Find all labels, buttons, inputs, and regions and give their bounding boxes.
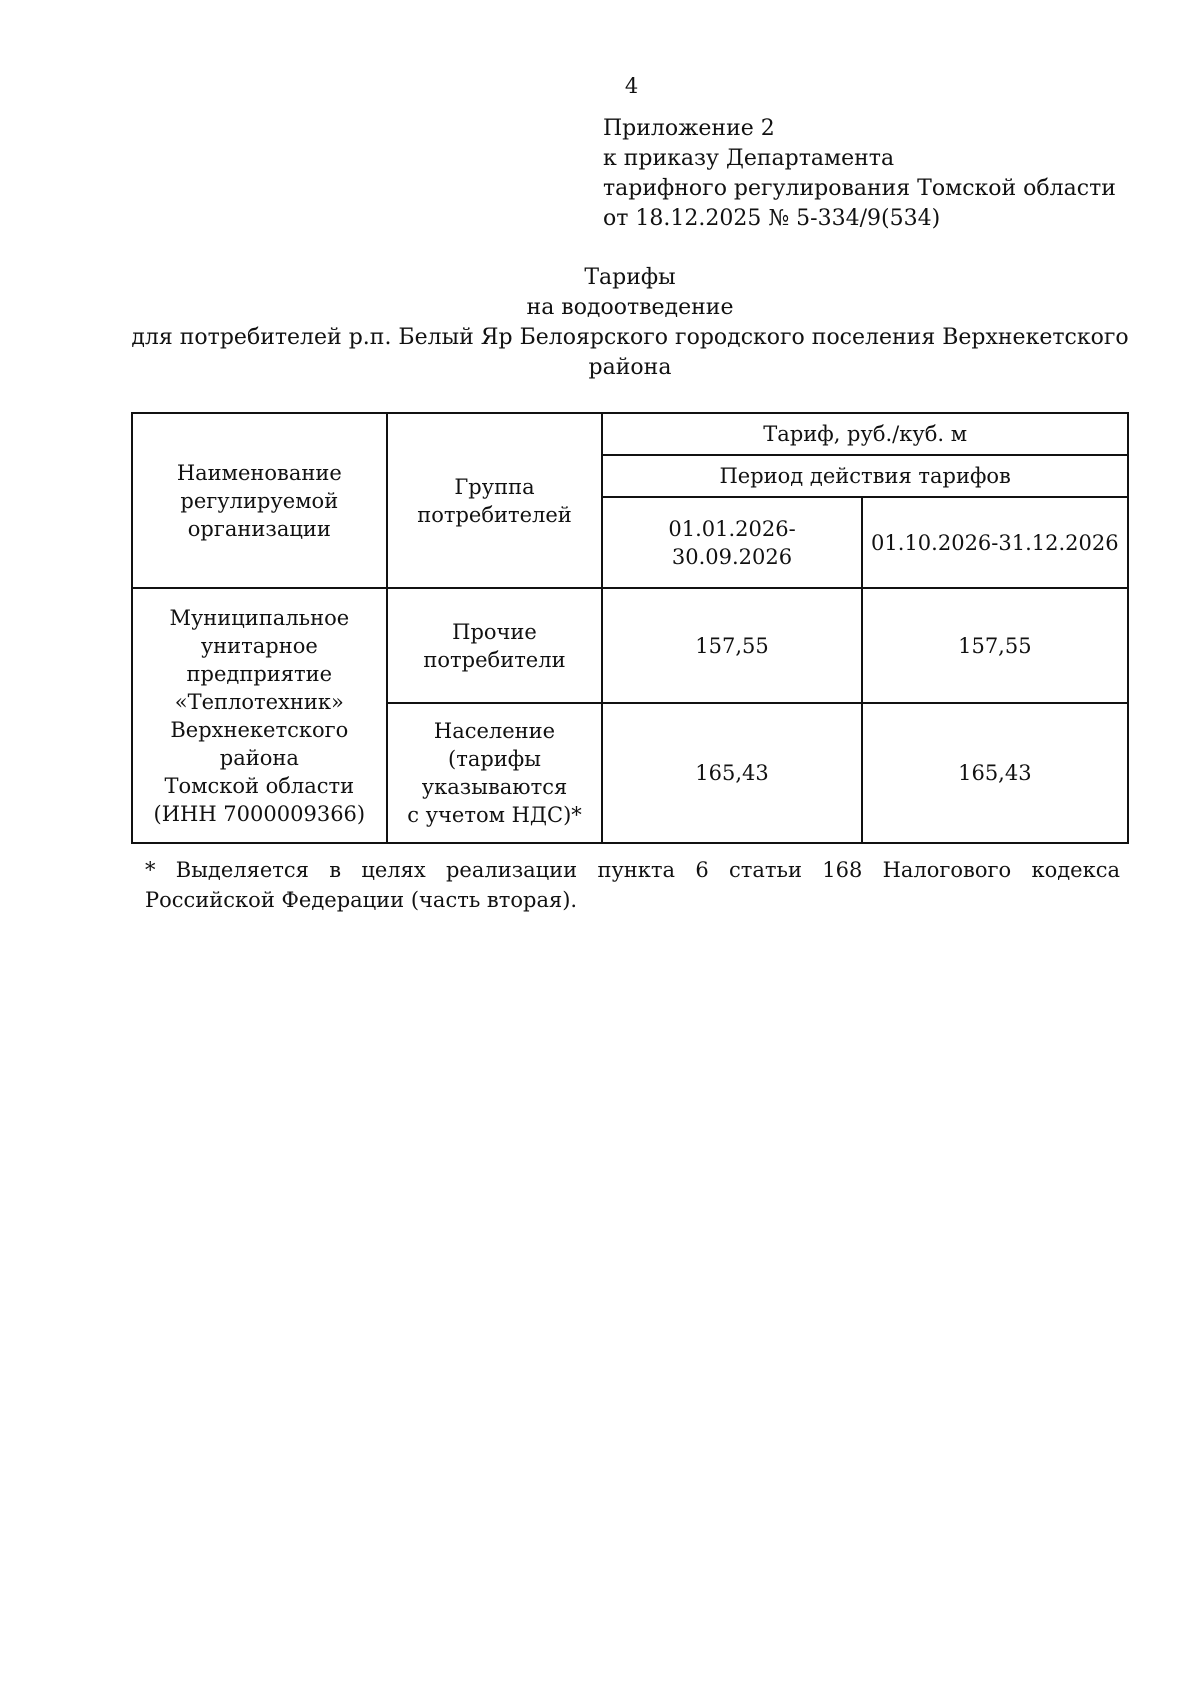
organization-line: района	[219, 745, 299, 770]
title-line-1: Тарифы	[584, 265, 676, 290]
header-period-cell: Период действия тарифов	[602, 455, 1128, 497]
footnote: * Выделяется в целях реализации пункта 6 статьи 168 Налогового кодекса Российской Федерации (часть вторая).	[145, 858, 1120, 912]
tariff-table	[131, 412, 1129, 844]
appendix-line-3: тарифного регулирования Томской области	[603, 176, 1116, 201]
header-org-line: организации	[187, 516, 331, 541]
organization-line: Верхнекетского	[170, 717, 349, 742]
header-org-line: регулируемой	[180, 488, 339, 513]
group-line: (тарифы	[448, 747, 541, 771]
tariff-value: 165,43	[602, 703, 861, 843]
header-org-line: Наименование	[176, 460, 342, 485]
title-line-4: района	[588, 355, 672, 380]
group-cell-population	[387, 703, 603, 843]
tariff-value: 165,43	[862, 703, 1128, 843]
group-line: Население	[433, 719, 556, 743]
header-group-line: потребителей	[417, 502, 572, 527]
organization-cell	[132, 588, 387, 843]
organization-line: Томской области	[164, 773, 355, 798]
appendix-reference	[603, 114, 1116, 234]
header-period-2: 01.10.2026-31.12.2026	[862, 497, 1128, 588]
group-cell-other	[387, 588, 603, 703]
document-title	[130, 263, 1130, 383]
group-line: потребители	[423, 647, 566, 672]
header-organization-cell	[132, 413, 387, 588]
appendix-line-1: Приложение 2	[603, 116, 775, 141]
header-period-1: 01.01.2026-30.09.2026	[602, 497, 861, 588]
appendix-line-2: к приказу Департамента	[603, 146, 895, 171]
title-line-3: для потребителей р.п. Белый Яр Белоярского городского поселения Верхнекетского	[131, 325, 1129, 350]
organization-line: унитарное	[200, 633, 318, 658]
organization-line: (ИНН 7000009366)	[153, 801, 366, 826]
tariff-value: 157,55	[602, 588, 861, 703]
header-group-line: Группа	[454, 474, 535, 499]
appendix-line-4: от 18.12.2025 № 5-334/9(534)	[603, 206, 941, 231]
organization-line: «Теплотехник»	[174, 689, 344, 714]
header-group-cell	[387, 413, 603, 588]
group-line: указываются	[421, 775, 568, 799]
header-tariff-cell: Тариф, руб./куб. м	[602, 413, 1128, 455]
page-number: 4	[624, 74, 639, 98]
organization-line: Муниципальное	[169, 605, 350, 630]
group-line: с учетом НДС)*	[407, 803, 582, 827]
organization-line: предприятие	[186, 661, 333, 686]
tariff-value: 157,55	[862, 588, 1128, 703]
group-line: Прочие	[452, 619, 537, 644]
title-line-2: на водоотведение	[526, 295, 734, 320]
